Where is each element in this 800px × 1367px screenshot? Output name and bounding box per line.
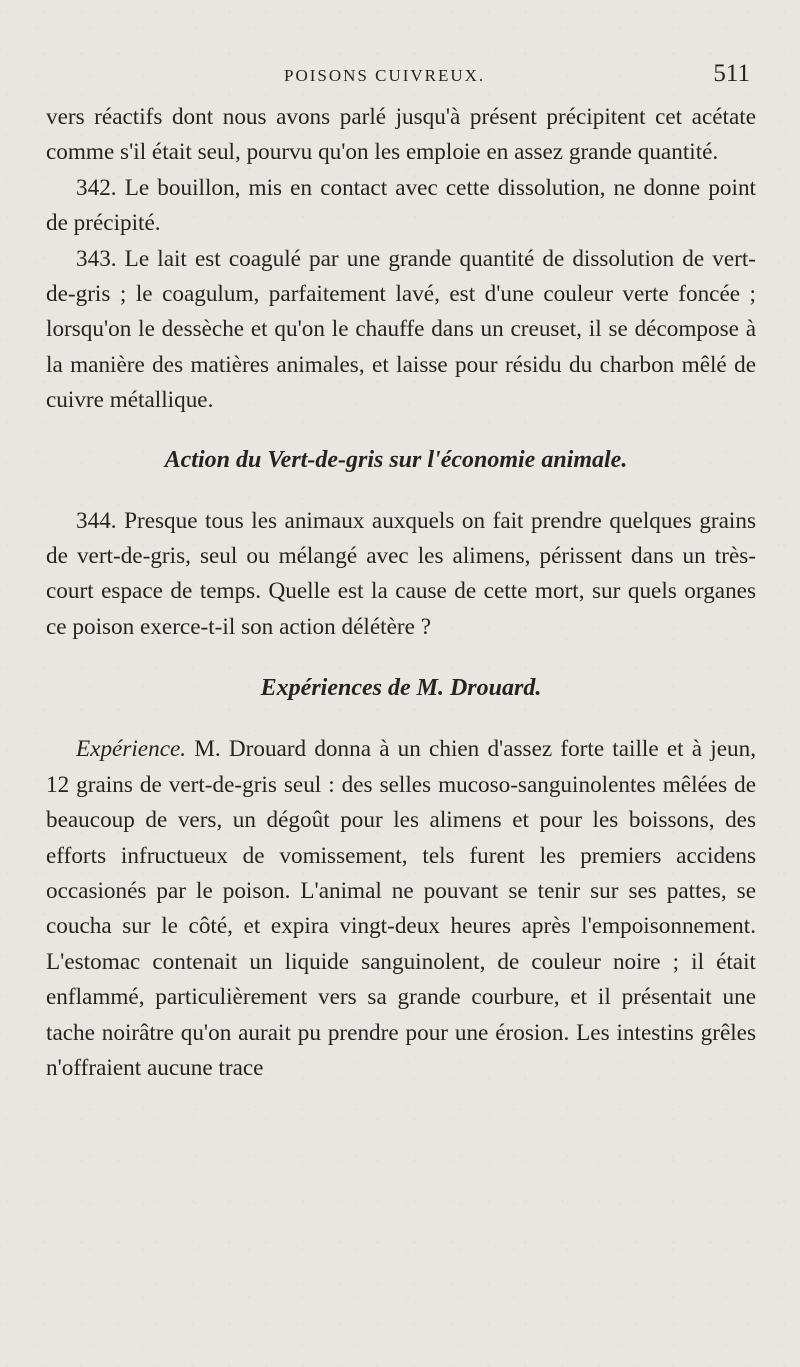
paragraph-text: vers réactifs dont nous avons parlé jusqu'à présent précipitent cet acétate comme s'il était seul, pourvu qu'on les emploie en assez grande quantité. — [46, 104, 756, 166]
running-head — [46, 60, 756, 98]
paragraph-343 — [46, 242, 756, 419]
paragraph-continuation — [46, 100, 756, 171]
paragraph-experience — [46, 732, 756, 1086]
page-number: 511 — [713, 60, 750, 87]
paragraph-number: 343. — [76, 245, 117, 272]
paragraph-text: M. Drouard donna à un chien d'assez forte taille et à jeun, 12 grains de vert-de-gris seul : des selles mucoso-sanguinolentes mêlées de beaucoup de vers, un dégoût pour les alimens et pour les boissons, des efforts infructueux de vomissement, tels furent les premiers accidens occasionés par le poison. L'animal ne pouvant se tenir sur ses pattes, se coucha sur le côté, et expira vingt-deux heures après l'empoisonnement. L'estomac contenait un liquide sanguinolent, de couleur noire ; il était enflammé, particulièrement vers sa grande courbure, et il présentait une tache noirâtre qu'on aurait pu prendre pour une érosion. Les intestins grêles n'offraient aucune trace — [46, 736, 756, 1081]
section-heading-experiences: Expériences de M. Drouard. — [260, 675, 542, 702]
paragraph-number: 342. — [76, 174, 117, 201]
paragraph-number: 344. — [76, 507, 117, 534]
paragraph-344 — [46, 504, 756, 646]
experience-label: Expérience. — [76, 736, 187, 763]
paragraph-text: Le bouillon, mis en contact avec cette dissolution, ne donne point de précipité. — [46, 174, 756, 237]
running-title: POISONS CUIVREUX. — [284, 66, 486, 85]
section-heading-action: Action du Vert-de-gris sur l'économie animale. — [164, 446, 628, 473]
paragraph-342 — [46, 171, 756, 242]
paragraph-text: Presque tous les animaux auxquels on fait prendre quelques grains de vert-de-gris, seul ou mélangé avec les alimens, périssent dans un très-court espace de temps. Quelle est la cause de cette mort, sur quels organes ce poison exerce-t-il son action délétère ? — [46, 507, 756, 640]
paragraph-text: Le lait est coagulé par une grande quantité de dissolution de vert-de-gris ; le coagulum, parfaitement lavé, est d'une couleur verte foncée ; lorsqu'on le dessèche et qu'on le chauffe dans un creuset, il se décompose à la manière des matières animales, et laisse pour résidu du charbon mêlé de cuivre métallique. — [46, 245, 756, 414]
